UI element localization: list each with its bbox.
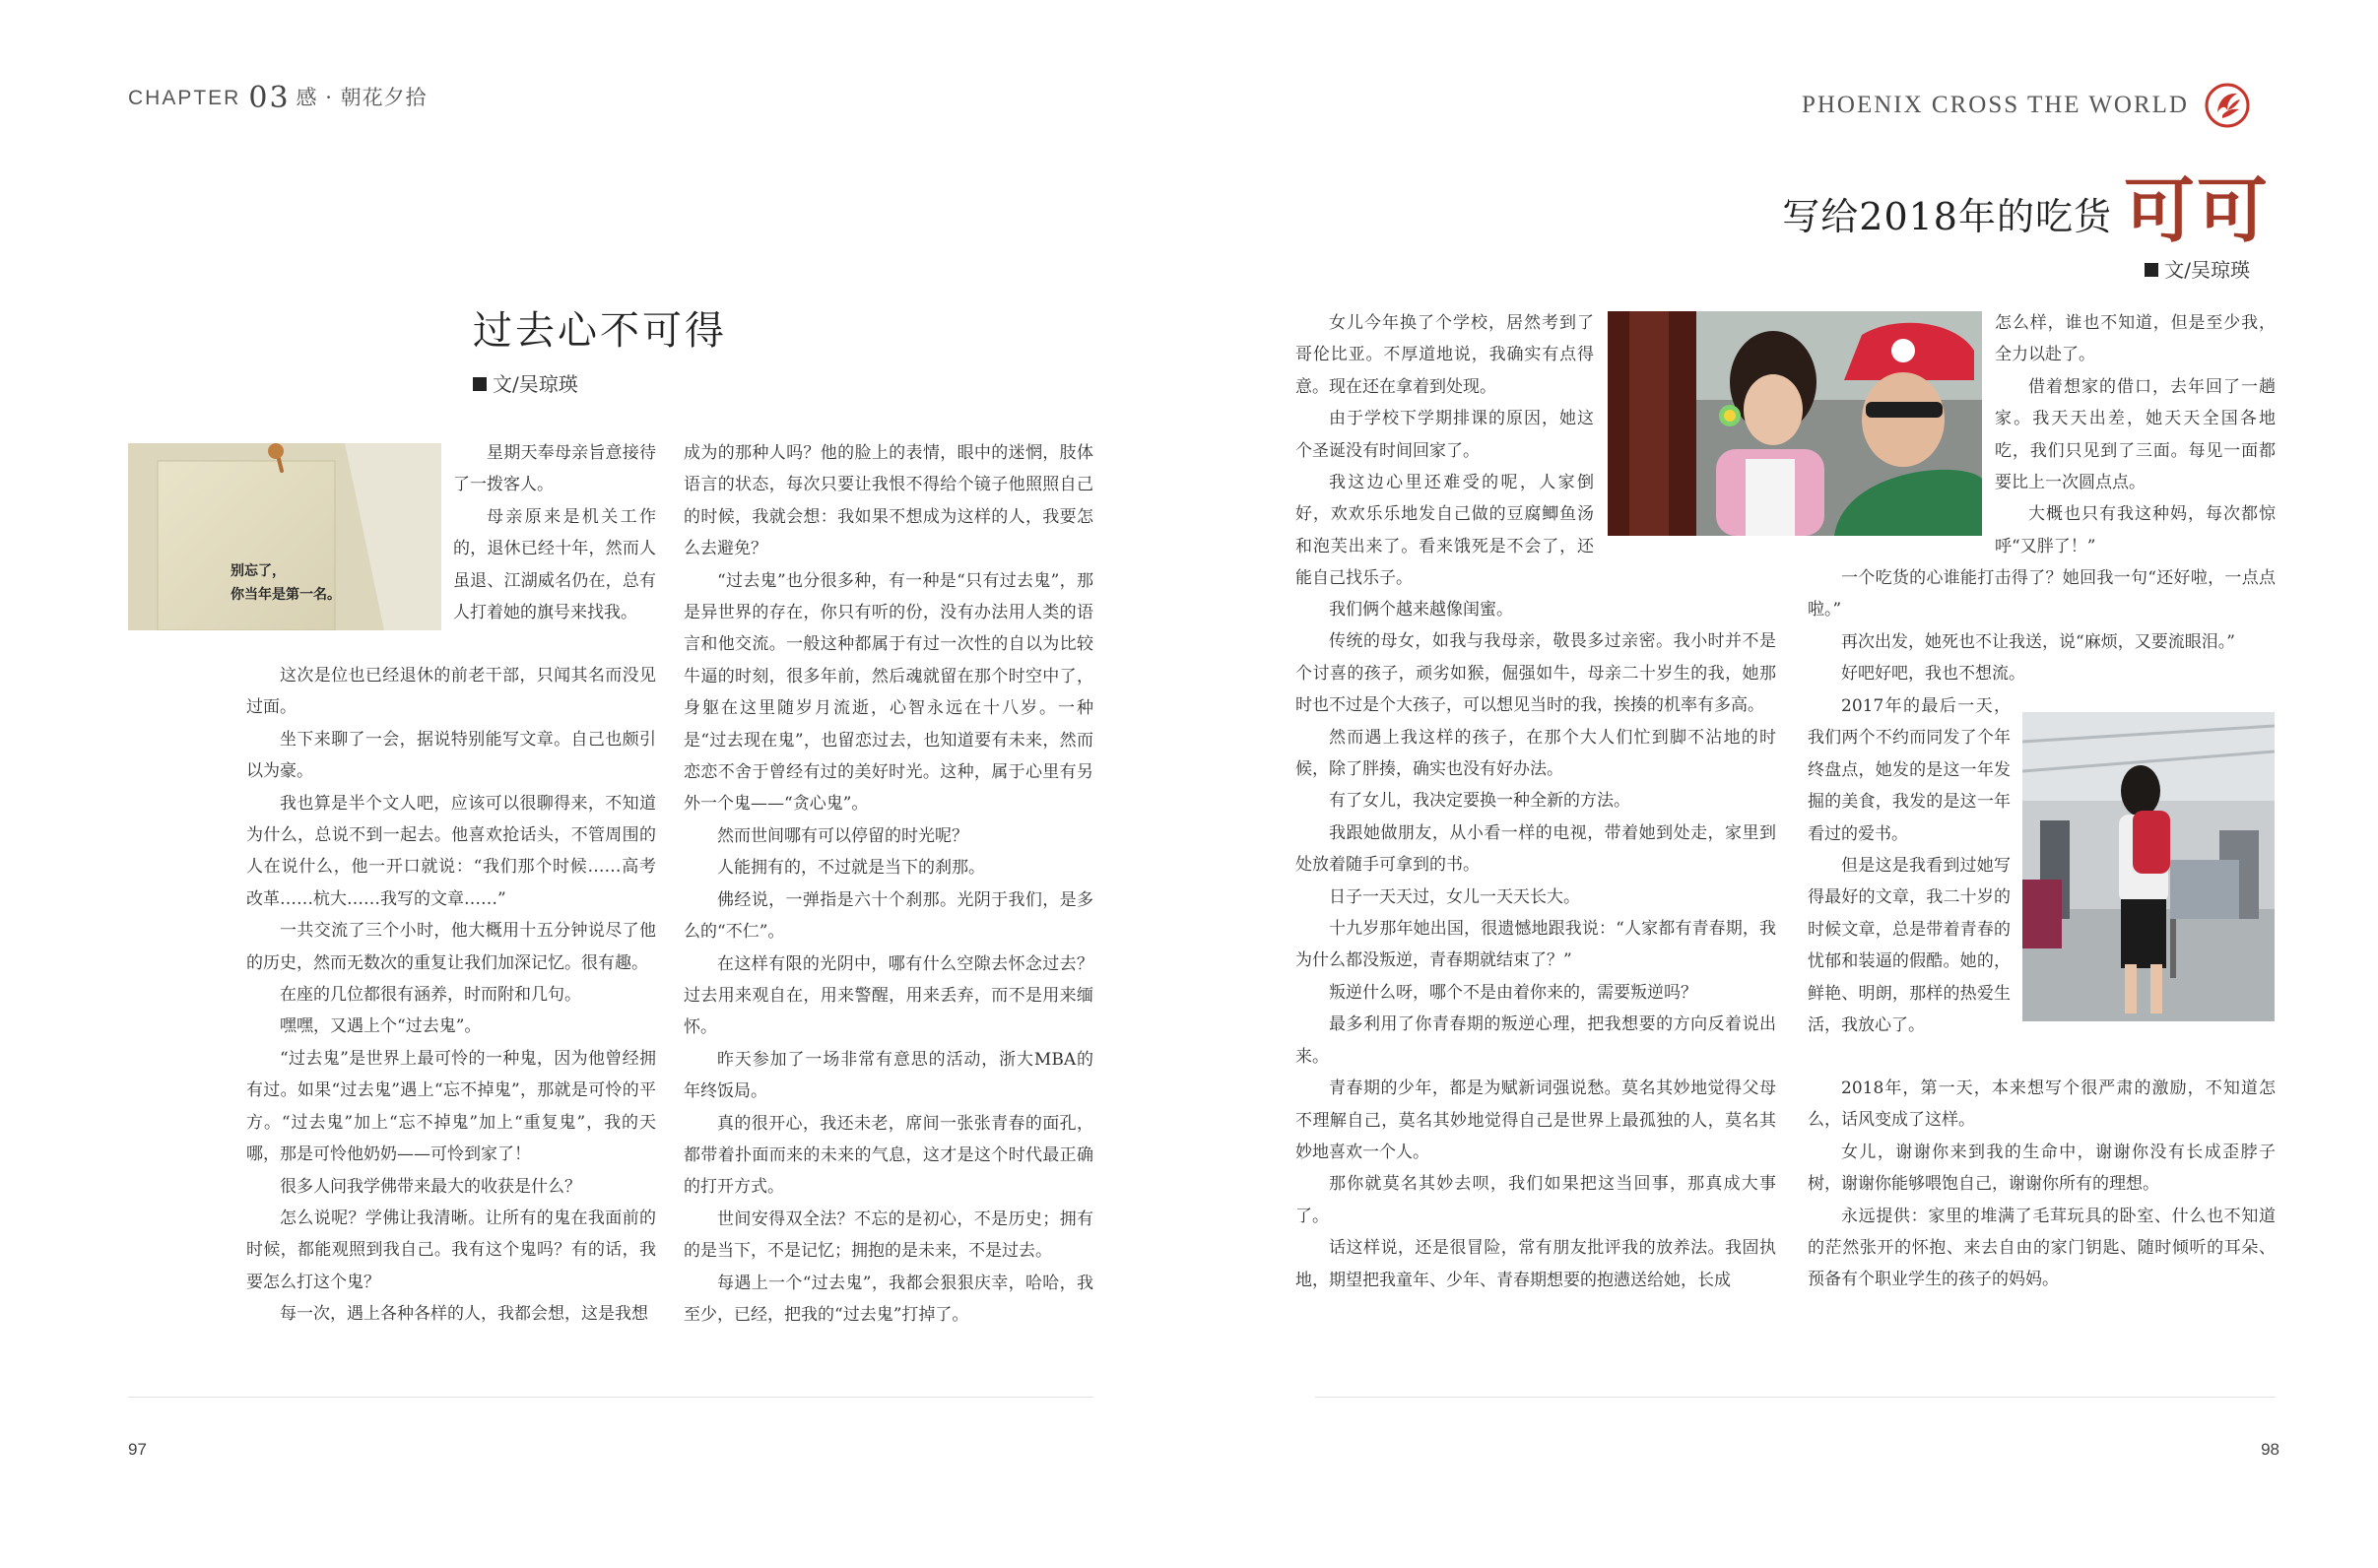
paragraph: 我这边心里还难受的呢，人家倒好，欢欢乐乐地发自己做的豆腐鲫鱼汤和泡芙出来了。看来饿死是不会了，还能自己找乐子。 bbox=[1295, 473, 1594, 589]
paragraph: 日子一天天过，女儿一天天长大。 bbox=[1329, 886, 1580, 907]
paragraph: 那你就莫名其妙去呗，我们如果把这当回事，那真成大事了。 bbox=[1295, 1174, 1776, 1226]
title-right-big: 可可 bbox=[2123, 168, 2270, 252]
page-number-right: 98 bbox=[2261, 1440, 2279, 1459]
paragraph: 大概也只有我这种妈，每次都惊呼“又胖了！” bbox=[1995, 504, 2276, 556]
paragraph: 每一次，遇上各种各样的人，我都会想，这是我想 bbox=[280, 1304, 648, 1325]
chapter-header bbox=[128, 81, 428, 115]
paragraph: 再次出发，她死也不让我送，说“麻烦，又要流眼泪。” bbox=[1841, 631, 2235, 652]
paragraph: 好吧好吧，我也不想流。 bbox=[1841, 664, 2025, 685]
paragraph: 一共交流了三个小时，他大概用十五分钟说尽了他的历史，然而无数次的重复让我们加深记忆。很有趣。 bbox=[246, 921, 656, 973]
chapter-subtitle: 感 · 朝花夕拾 bbox=[296, 86, 428, 109]
paragraph: 一个吃货的心谁能打击得了？她回我一句“还好啦，一点点啦。” bbox=[1808, 568, 2276, 621]
paragraph: 永远提供：家里的堆满了毛茸玩具的卧室、什么也不知道的茫然张开的怀抱、来去自由的家门钥匙、随时倾听的耳朵、预备有个职业学生的孩子的妈妈。 bbox=[1808, 1206, 2276, 1290]
left-col2 bbox=[684, 437, 1093, 1331]
right-col2-bottom bbox=[1808, 1073, 2276, 1296]
right-col2-top bbox=[1995, 307, 2276, 562]
footer-rule-right bbox=[1315, 1397, 2276, 1398]
paragraph: 怎么说呢？学佛让我清晰。让所有的鬼在我面前的时候，都能观照到我自己。我有这个鬼吗？有的话，我要怎么打这个鬼？ bbox=[246, 1208, 656, 1292]
byline-right bbox=[2145, 254, 2250, 283]
paragraph: 世间安得双全法？不忘的是初心，不是历史；拥有的是当下，不是记忆；拥抱的是未来，不是过去。 bbox=[684, 1209, 1093, 1262]
byline-left bbox=[473, 368, 578, 397]
paragraph: 十九岁那年她出国，很遗憾地跟我说：“人家都有青春期，我为什么都没叛逆，青春期就结束了？” bbox=[1295, 919, 1776, 971]
girl-with-lollipop-photo bbox=[1608, 311, 1982, 536]
chapter-number: 03 bbox=[248, 81, 291, 115]
paragraph: 佛经说，一弹指是六十个刹那。光阴于我们，是多么的“不仁”。 bbox=[684, 889, 1093, 943]
byline-right-text: 文/吴琼瑛 bbox=[2164, 258, 2250, 282]
paragraph: 最多利用了你青春期的叛逆心理，把我想要的方向反着说出来。 bbox=[1295, 1014, 1776, 1067]
right-col1-top bbox=[1295, 307, 1594, 595]
right-col1 bbox=[1295, 594, 1776, 1296]
paragraph: 女儿，谢谢你来到我的生命中，谢谢你没有长成歪脖子树，谢谢你能够喂饱自己，谢谢你所有的理想。 bbox=[1808, 1142, 2276, 1195]
footer-rule-left bbox=[128, 1397, 1093, 1398]
paragraph: 传统的母女，如我与我母亲，敬畏多过亲密。我小时并不是个讨喜的孩子，顽劣如猴，倔强如牛，母亲二十岁生的我，她那时也不过是个大孩子，可以想见当时的我，挨揍的机率有多高。 bbox=[1295, 631, 1776, 716]
phoenix-logo-icon bbox=[2205, 83, 2250, 128]
paragraph: 但是这是我看到过她写得最好的文章，我二十岁的时候文章，总是带着青春的忧郁和装逼的假酷。她的，鲜艳、明朗，那样的热爱生活，我放心了。 bbox=[1808, 856, 2011, 1036]
paragraph: “过去鬼”也分很多种，有一种是“只有过去鬼”，那是异世界的存在，你只有听的份，没有办法用人类的语言和他交流。一般这种都属于有过一次性的自以为比较牛逼的时刻，很多年前，然后魂就留在那个时空中了，身躯在这里随岁月流逝，心智永远在十八岁。一种是“过去现在鬼”，也留恋过去，也知道要有未来，然而恋恋不舍于曾经有过的美好时光。这种，属于心里有另外一个鬼——“贪心鬼”。 bbox=[684, 570, 1093, 815]
note-caption-line2: 你当年是第一名。 bbox=[231, 587, 341, 603]
paragraph: 借着想家的借口，去年回了一趟家。我天天出差，她天天全国各地吃，我们只见到了三面。每见一面都要比上一次圆点点。 bbox=[1995, 376, 2276, 493]
paragraph: 坐下来聊了一会，据说特别能写文章。自己也颇引以为豪。 bbox=[246, 729, 656, 782]
paragraph: 2017年的最后一天，我们两个不约而同发了个年终盘点，她发的是这一年发掘的美食，我发的是这一年看过的爱书。 bbox=[1808, 696, 2011, 844]
paragraph: 有了女儿，我决定要换一种全新的方法。 bbox=[1329, 791, 1630, 812]
right-col2-mid bbox=[1808, 562, 2276, 690]
paragraph: 母亲原来是机关工作的，退休已经十年，然而人虽退、江湖威名仍在，总有人打着她的旗号来找我。 bbox=[453, 506, 656, 623]
note-caption-line1: 别忘了， bbox=[231, 563, 286, 579]
paragraph: 青春期的少年，都是为赋新词强说愁。莫名其妙地觉得父母不理解自己，莫名其妙地觉得自己是世界上最孤独的人，莫名其妙地喜欢一个人。 bbox=[1295, 1078, 1776, 1162]
pinned-note-image bbox=[128, 443, 441, 630]
paragraph: 怎么样，谁也不知道，但是至少我，全力以赴了。 bbox=[1995, 313, 2276, 365]
paragraph: 话这样说，还是很冒险，常有朋友批评我的放养法。我固执地，期望把我童年、少年、青春期想要的抱懑送给她，长成 bbox=[1295, 1238, 1776, 1290]
girl-photo-image bbox=[1608, 311, 1982, 536]
paragraph: 我也算是半个文人吧，应该可以很聊得来，不知道为什么，总说不到一起去。他喜欢抢话头，不管周围的人在说什么，他一开口就说：“我们那个时候……高考改革……杭大……我写的文章……” bbox=[246, 793, 656, 909]
pinned-note-photo bbox=[128, 443, 441, 630]
paragraph: 我跟她做朋友，从小看一样的电视，带着她到处走，家里到处放着随手可拿到的书。 bbox=[1295, 822, 1776, 876]
paragraph: 嘿嘿，又遇上个“过去鬼”。 bbox=[280, 1016, 482, 1037]
paragraph: 然而世间哪有可以停留的时光呢？ bbox=[717, 825, 968, 846]
right-col2-side bbox=[1808, 690, 2011, 1041]
byline-square-icon bbox=[2145, 263, 2158, 277]
paragraph: 我们俩个越来越像闺蜜。 bbox=[1329, 600, 1513, 620]
paragraph: 真的很开心，我还未老，席间一张张青春的面孔，都带着扑面而来的未来的气息，这才是这个时代最正确的打开方式。 bbox=[684, 1113, 1093, 1198]
paragraph: 每遇上一个“过去鬼”，我都会狠狠庆幸，哈哈，我至少，已经，把我的“过去鬼”打掉了。 bbox=[684, 1273, 1093, 1325]
paragraph: 在这样有限的光阴中，哪有什么空隙去怀念过去？过去用来观自在，用来警醒，用来丢弃，而不是用来缅怀。 bbox=[684, 953, 1093, 1038]
paragraph: 叛逆什么呀，哪个不是由着你来的，需要叛逆吗？ bbox=[1329, 982, 1697, 1003]
page-number-left: 97 bbox=[128, 1440, 147, 1459]
magazine-brand bbox=[1802, 81, 2250, 130]
paragraph: 由于学校下学期排课的原因，她这个圣诞没有时间回家了。 bbox=[1295, 409, 1594, 461]
paragraph: 在座的几位都很有涵养，时而附和几句。 bbox=[280, 985, 581, 1006]
chapter-word: CHAPTER bbox=[128, 87, 241, 109]
byline-square-icon bbox=[473, 377, 487, 391]
paragraph: 人能拥有的，不过就是当下的刹那。 bbox=[717, 858, 985, 879]
paragraph: “过去鬼”是世界上最可怜的一种鬼，因为他曾经拥有过。如果“过去鬼”遇上“忘不掉鬼”，那就是可怜的平方。“过去鬼”加上“忘不掉鬼”加上“重复鬼”，我的天哪，那是可怜他奶奶——可怜到家了！ bbox=[246, 1048, 656, 1165]
paragraph: 星期天奉母亲旨意接待了一拨客人。 bbox=[453, 443, 656, 495]
article-title-right bbox=[1782, 168, 2270, 252]
airport-terminal-photo bbox=[2022, 712, 2275, 1021]
paragraph: 2018年，第一天，本来想写个很严肃的激励，不知道怎么，话风变成了这样。 bbox=[1808, 1078, 2276, 1131]
title-right-main: 写给2018年的吃货 bbox=[1782, 195, 2112, 238]
left-col1-wrap bbox=[453, 437, 656, 628]
byline-left-text: 文/吴琼瑛 bbox=[493, 372, 578, 396]
airport-photo-image bbox=[2022, 712, 2275, 1021]
paragraph: 昨天参加了一场非常有意思的活动，浙大MBA的年终饭局。 bbox=[684, 1049, 1093, 1102]
paragraph: 成为的那种人吗？他的脸上的表情，眼中的迷惘，肢体语言的状态，每次只要让我恨不得给个镜子他照照自己的时候，我就会想：我如果不想成为这样的人，我要怎么去避免？ bbox=[684, 443, 1093, 559]
left-col1 bbox=[246, 660, 656, 1331]
article-title-left: 过去心不可得 bbox=[473, 308, 727, 354]
paragraph: 很多人问我学佛带来最大的收获是什么？ bbox=[280, 1176, 581, 1197]
paragraph: 女儿今年换了个学校，居然考到了哥伦比亚。不厚道地说，我确实有点得意。现在还在拿着到处现。 bbox=[1295, 313, 1594, 397]
brand-name: PHOENIX CROSS THE WORLD bbox=[1801, 92, 2189, 118]
paragraph: 这次是位也已经退休的前老干部，只闻其名而没见过面。 bbox=[246, 666, 656, 718]
paragraph: 然而遇上我这样的孩子，在那个大人们忙到脚不沾地的时候，除了胖揍，确实也没有好办法。 bbox=[1295, 727, 1776, 780]
